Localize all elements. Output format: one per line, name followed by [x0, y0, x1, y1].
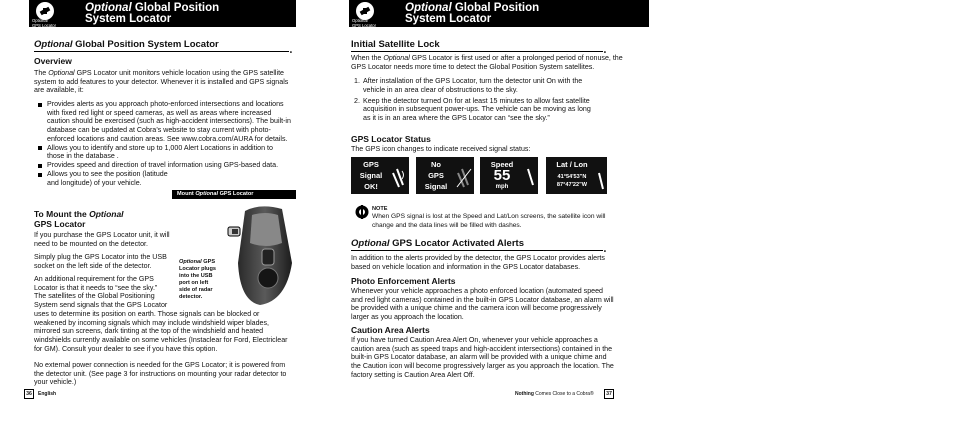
header-section-label [352, 19, 382, 28]
footer-tagline [515, 391, 594, 397]
header-title-italic: Optional [405, 2, 452, 14]
status-heading: GPS Locator Status [351, 134, 431, 144]
initial-text-a: When the [351, 54, 384, 62]
figure-note-line5: side of radar [179, 287, 213, 293]
header-title-line2: System Locator [85, 13, 172, 25]
header-title [85, 3, 219, 25]
header-label-line2: GPS Locator [32, 22, 56, 28]
footer-language-text: English [38, 391, 57, 397]
figure-note-line2: Locator plugs [179, 266, 216, 272]
status-line: Signal [359, 171, 383, 180]
footer-nothing: Nothing [515, 391, 534, 397]
header-section-label [32, 19, 62, 28]
header-title-italic: Optional [85, 2, 132, 14]
left-page [26, 0, 326, 424]
status-line: OK! [364, 182, 378, 191]
overview-text-a: The [34, 69, 49, 77]
note-label: NOTE [372, 206, 388, 212]
latlon-label: Lat / Lon [556, 160, 588, 169]
status-intro: The GPS icon changes to indicate received signal status: [351, 145, 531, 153]
figure-note-line1: GPS [201, 259, 216, 265]
figure-note-line6: detector. [179, 294, 203, 300]
page-header [29, 0, 296, 27]
feature-list [34, 100, 292, 188]
status-text [353, 159, 389, 192]
section-title-italic: Optional [34, 39, 73, 50]
alerts-title-rest: GPS Locator Activated Alerts [389, 238, 524, 249]
right-page [349, 0, 649, 424]
step-text: Keep the detector turned On for at least 15 minutes to allow fast satellite acquisition in subsequent power-ups. The vehicle can be moving as long as it is in an area where the GPS Locator can “see the sky.” [363, 96, 591, 123]
initial-text-b: GPS Locator is first used or after a prolonged period of nonuse, the GPS Locator needs more time to detect the Global Position System satellites. [351, 54, 623, 71]
overview-text-italic: Optional [48, 69, 75, 77]
status-line: GPS [428, 171, 444, 180]
header-title [405, 3, 539, 25]
list-item: Provides speed and direction of travel information using GPS-based data. [34, 161, 292, 170]
status-text [418, 159, 454, 192]
page-number: 37 [604, 389, 614, 399]
figure-note-line3: into the USB [179, 273, 213, 279]
mount-heading [34, 209, 124, 229]
list-item [351, 97, 596, 123]
header-title-rest: Global Position [131, 2, 220, 14]
footer-tagline-text: Comes Close to a Cobra® [533, 391, 594, 397]
mount-paragraph-1: If you purchase the GPS Locator unit, it will need to be mounted on the detector. [34, 231, 170, 248]
list-item [351, 77, 596, 94]
footer-language [38, 391, 56, 397]
speed-value: 55 [493, 167, 511, 184]
mount-heading-a: To Mount the [34, 209, 90, 219]
initial-lock-paragraph [351, 54, 636, 71]
mount-paragraph-3-cont: uses to determine its position on earth. Those signals can be blocked or weakened by incoming signals which may include windshield wiper blades, mirrored sun screens, dark tinting at the top of the windshield and heated windshields currently available on some vehicles (Instaclear for Ford, Electriclear for GM). Consult your dealer to see if you have this option. [34, 310, 288, 353]
overview-heading: Overview [34, 56, 72, 66]
alerts-paragraph: In addition to the alerts provided by the detector, the GPS Locator provides alerts based on vehicle location and information in the GPS Locator databases. [351, 254, 605, 271]
alerts-title-italic: Optional [351, 238, 390, 249]
latitude-value: 41°54'53"N [557, 174, 587, 180]
alerts-title [351, 238, 603, 251]
header-title-line2: System Locator [405, 13, 492, 25]
note-icon [355, 205, 369, 219]
satellite-signal-icon [596, 171, 606, 191]
figure-note [179, 259, 229, 301]
satellite-signal-icon [524, 167, 536, 189]
section-title-rest: Global Position System Locator [72, 39, 219, 50]
figure-note-italic: Optional [179, 259, 202, 265]
longitude-value: 87°47'22"W [556, 182, 588, 188]
status-lat-lon [546, 157, 607, 194]
step-text: After installation of the GPS Locator, turn the detector unit On with the vehicle in an area clear of obstructions to the sky. [363, 77, 583, 94]
caution-heading: Caution Area Alerts [351, 325, 430, 335]
section-title [34, 39, 289, 52]
mount-paragraph-2: Simply plug the GPS Locator into the USB socket on the left side of the detector. [34, 253, 167, 270]
header-label-line1: Optional [352, 18, 368, 23]
page-number: 36 [24, 389, 34, 399]
figure-caption [172, 190, 296, 199]
status-speed [480, 157, 538, 194]
mount-heading-italic: Optional [89, 209, 124, 219]
mount-paragraph-3: An additional requirement for the GPS Locator is that it needs to “see the sky.” The satellites of the Global Positioning System send signals that the GPS Locator [34, 275, 168, 309]
figure-note-line4: port on left [179, 280, 209, 286]
list-item: Provides alerts as you approach photo-enforced intersections and locations with fixed red light or speed cameras, as well as areas where increased caution should be exercised (such as high-accident intersections). The built-in database can be updated at Cobra’s website to stay current with photo-enforced locations and caution areas. See www.cobra.com/AURA for details. [34, 100, 292, 143]
figure-caption-a: Mount [177, 191, 196, 197]
photo-heading: Photo Enforcement Alerts [351, 276, 456, 286]
initial-text-italic: Optional [383, 54, 410, 62]
list-item: Allows you to identify and store up to 1,000 Alert Locations in addition to those in the database . [34, 144, 292, 161]
caution-paragraph: If you have turned Caution Area Alert On, whenever your vehicle approaches a caution area (such as speed traps and high-accident intersections) contained in the built-in GPS Locator database, an alarm will be provided with a unique chime and the Caution icon will become progressively larger as you approach the location. The factory setting is Caution Area Alert Off. [351, 336, 614, 379]
satellite-signal-icon [391, 167, 407, 189]
step-number: 2. [354, 96, 360, 105]
page-header [349, 0, 649, 27]
step-number: 1. [354, 77, 360, 85]
status-line: Signal [424, 182, 448, 191]
status-line: No [431, 160, 441, 169]
figure-caption-b: GPS Locator [218, 191, 254, 197]
radar-detector-image [220, 203, 298, 306]
status-gps-ok [351, 157, 409, 194]
speed-label: Speed [490, 160, 514, 169]
status-no-gps [416, 157, 474, 194]
mount-heading-b: GPS Locator [34, 219, 86, 229]
status-line: GPS [363, 160, 379, 169]
header-title-rest: Global Position [451, 2, 540, 14]
setup-steps [351, 77, 596, 125]
header-label-line1: Optional [32, 18, 48, 23]
note-text: When GPS signal is lost at the Speed and Lat/Lon screens, the satellite icon will change and the data lines will be filled with dashes. [372, 213, 606, 229]
satellite-no-signal-icon [456, 167, 472, 189]
list-item: Allows you to see the position (latitude and longitude) of your vehicle. [34, 170, 174, 187]
mount-paragraph-4: No external power connection is needed for the GPS Locator; it is powered from the detector unit. (See page 3 for instructions on mounting your radar detector to your vehicle.) [34, 361, 287, 387]
initial-lock-title: Initial Satellite Lock • [351, 39, 603, 52]
overview-paragraph [34, 69, 292, 95]
speed-unit: mph [495, 184, 509, 190]
photo-paragraph: Whenever your vehicle approaches a photo enforced location (automated speed and red light cameras) contained in the built-in GPS Locator database, an alarm will be provided with a unique chime and the camera icon will become progressively larger as you approach the location. [351, 287, 614, 321]
figure-caption-italic: Optional [195, 191, 219, 197]
overview-text-b: GPS Locator unit monitors vehicle location using the GPS satellite system to add features to your detector. Whenever it is installed and GPS signals are available, it: [34, 69, 289, 95]
header-label-line2: GPS Locator [352, 22, 376, 28]
